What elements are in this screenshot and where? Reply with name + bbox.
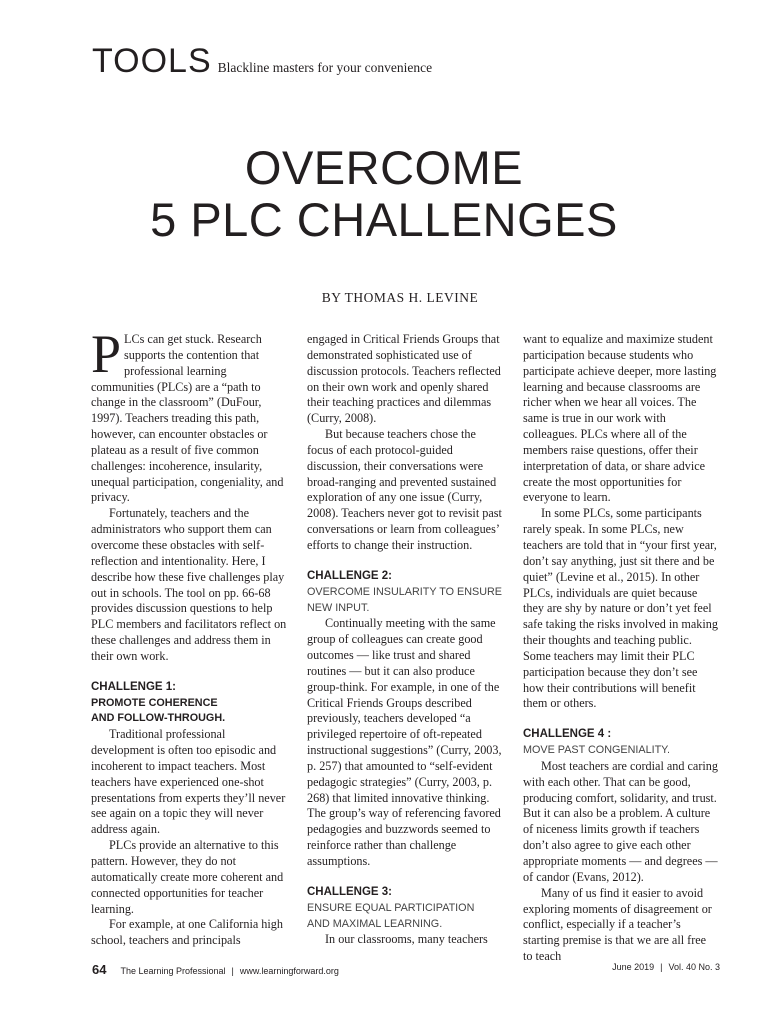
footer-divider: | bbox=[231, 966, 234, 976]
drop-cap: P bbox=[91, 324, 122, 384]
section-label: TOOLS bbox=[92, 42, 212, 80]
body-paragraph: Traditional professional development is often too episodic and incoherent to impact teachers. Most teachers have experienced one-shot presentations from experts they’ll never see again on a topic they will never address again. bbox=[91, 727, 286, 837]
footer-left bbox=[92, 962, 339, 977]
title-line-1: OVERCOME bbox=[244, 141, 524, 194]
article-title bbox=[0, 142, 768, 246]
challenge-3-subheading-2: AND MAXIMAL LEARNING. bbox=[307, 917, 443, 930]
byline: BY THOMAS H. LEVINE bbox=[321, 290, 479, 305]
challenge-1-subheading: PROMOTE COHERENCE bbox=[91, 696, 218, 709]
challenge-4-subheading: MOVE PAST CONGENIALITY. bbox=[523, 744, 670, 757]
challenge-1-heading: CHALLENGE 1: bbox=[91, 680, 176, 693]
body-paragraph: PLCs provide an alternative to this pattern. However, they do not automatically create more coherent and connected opportunities for teacher learning. bbox=[91, 838, 284, 916]
body-paragraph: engaged in Critical Friends Groups that demonstrated sophisticated use of discussion protocols. Teachers reflected on their own work and openly shared their teaching practices and dilemmas (Curry, 2008). bbox=[307, 332, 501, 426]
issue-date: June 2019 bbox=[612, 962, 655, 972]
publication-url: www.learningforward.org bbox=[239, 966, 339, 976]
challenge-2-subheading-2: NEW INPUT. bbox=[307, 601, 370, 614]
challenge-1-subheading-2: AND FOLLOW-THROUGH. bbox=[91, 712, 226, 725]
body-paragraph: For example, at one California high school, teachers and principals bbox=[91, 917, 283, 948]
challenge-4-heading: CHALLENGE 4 : bbox=[523, 728, 612, 741]
section-tagline: Blackline masters for your convenience bbox=[217, 60, 433, 75]
challenge-2-heading: CHALLENGE 2: bbox=[307, 569, 392, 582]
title-line-2: 5 PLC CHALLENGES bbox=[150, 193, 618, 246]
column-3 bbox=[523, 332, 718, 965]
publication-name: The Learning Professional bbox=[120, 966, 226, 976]
page-number: 64 bbox=[92, 962, 107, 977]
challenge-3-heading: CHALLENGE 3: bbox=[307, 885, 392, 898]
challenge-2-subheading: OVERCOME INSULARITY TO ENSURE bbox=[307, 585, 502, 598]
issue-volume: Vol. 40 No. 3 bbox=[668, 962, 720, 972]
body-paragraph: Continually meeting with the same group of colleagues can create good outcomes — like trust and shared routines — but it can also produce group-think. For example, in one of the Critical Friends Groups described previously, teachers developed “a privileged repertoire of oft-repeated instructional suggestions” (Curry, 2003, p. 257) that amounted to “self-evident pedagogic strategies” (Curry, 2003, p. 268) that limited innovative thinking. The group’s way of referencing favored pedagogies and buzzwords seemed to reinforce rather than challenge assumptions. bbox=[307, 616, 502, 868]
challenge-3-subheading: ENSURE EQUAL PARTICIPATION bbox=[307, 901, 475, 914]
footer-divider: | bbox=[660, 962, 663, 972]
footer-right bbox=[612, 962, 720, 972]
running-header bbox=[92, 42, 432, 81]
body-paragraph: Many of us find it easier to avoid exploring moments of disagreement or conflict, especially if a teacher’s starting premise is that we are all free to teach bbox=[523, 885, 712, 964]
intro-paragraph: P LCs can get stuck. Research supports the contention that professional learning communities (PLCs) are a “path to change in the classroom” (DuFour, 1997). Teachers treading this path, however, can encounter obstacles or plateau as a result of five common challenges: incoherence, insularity, unequal participation, congeniality, and privacy. bbox=[91, 324, 284, 505]
body-paragraph: In our classrooms, many teachers bbox=[325, 932, 488, 947]
column-2 bbox=[307, 332, 502, 948]
body-paragraph: In some PLCs, some participants rarely speak. In some PLCs, new teachers are told that in “your first year, don’t say anything, just sit there and be quiet” (Levine et al., 2015). In other PLCs, individuals are quiet because they are shy by nature or don’t yet feel safe taking the risks involved in making their thoughts and teaching public. Some teachers may limit their PLC participation because they don’t see how their contributions will benefit them or others. bbox=[523, 506, 718, 711]
body-paragraph: Most teachers are cordial and caring with each other. That can be good, producing comfort, solidarity, and trust. But it can also be a problem. A culture of niceness limits growth if teachers don’t also agree to give each other appropriate moments — and degrees — of candor (Evans, 2012). bbox=[523, 758, 718, 884]
column-1 bbox=[91, 324, 289, 949]
body-paragraph: want to equalize and maximize student participation because students who participate achieve deeper, more lasting learning and because classrooms are richer when we hear all voices. The same is true in our work with colleagues. PLCs where all of the members raise questions, offer their interpretation of data, or share advice create the most opportunities for everyone to learn. bbox=[523, 332, 717, 505]
body-paragraph: Fortunately, teachers and the administrators who support them can overcome these obstacles with self-reflection and intentionality. Here, I describe how these five challenges play out in schools. The tool on pp. 66-68 provides discussion questions to help PLC members and facilitators reflect on these challenges and address them in their own work. bbox=[91, 506, 287, 663]
body-paragraph: But because teachers chose the focus of each protocol-guided discussion, their conversations were broad-ranging and prevented sustained exploration of any one issue (Curry, 2008). Teachers never got to revisit past conversations or learn from colleagues’ efforts to change their instruction. bbox=[307, 427, 502, 552]
